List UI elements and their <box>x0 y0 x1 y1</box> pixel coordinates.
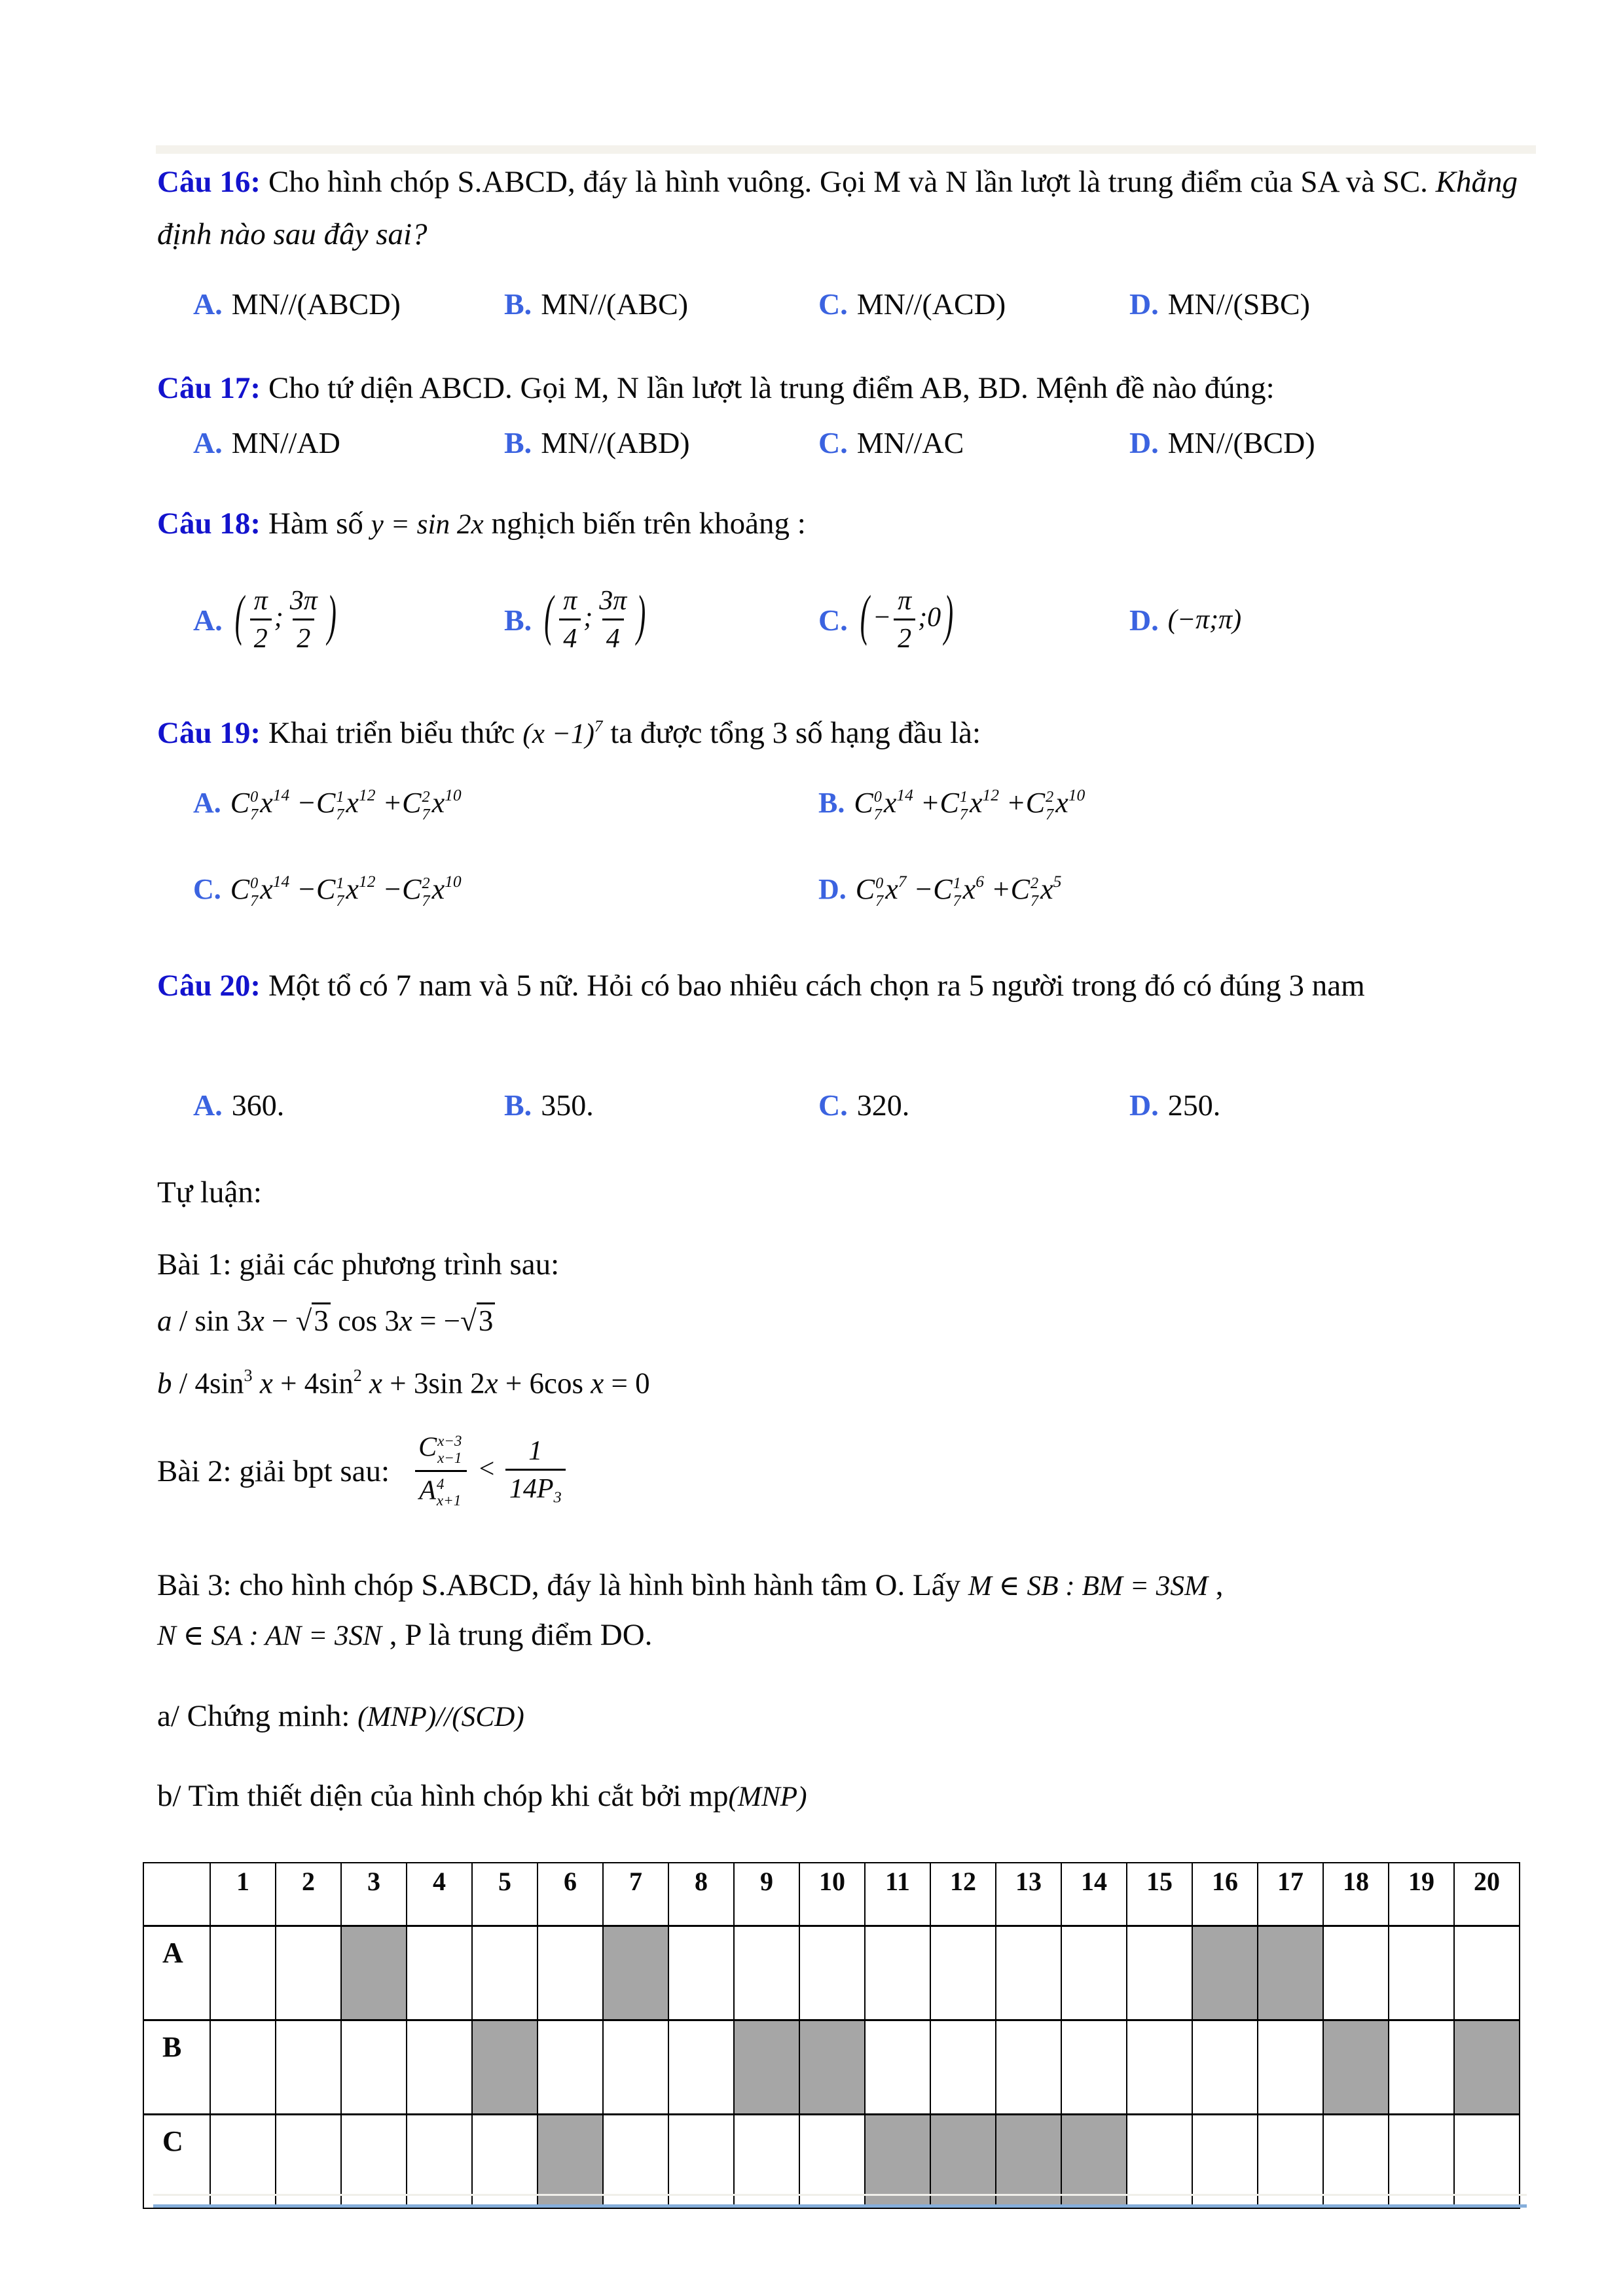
option-text: MN//(ACD) <box>856 287 1006 321</box>
answer-cell-A-10 <box>799 1926 865 2020</box>
option-letter: A. <box>193 786 221 819</box>
option-letter: A. <box>193 426 223 459</box>
question-19-stem: Khai triển biểu thức $(x -1)^7$ ta được tổng 3 số hạng đầu là: <box>268 715 981 750</box>
answer-cell-A-4 <box>407 1926 472 2020</box>
answer-cell-B-3 <box>341 2020 407 2115</box>
option-letter: C. <box>818 603 848 637</box>
option-text: MN//(BCD) <box>1167 426 1315 459</box>
option-17-c <box>818 425 964 460</box>
answer-col-header-8: 8 <box>668 1863 734 1926</box>
answer-cell-A-19 <box>1389 1926 1454 2020</box>
answer-col-header-7: 7 <box>603 1863 668 1926</box>
question-20-options <box>157 1088 1545 1130</box>
option-math: (−π;π) <box>1167 605 1242 635</box>
answer-cell-B-15 <box>1127 2020 1192 2115</box>
option-19-a <box>193 785 462 823</box>
question-17-options <box>157 425 1545 467</box>
option-letter: B. <box>818 786 845 819</box>
option-letter: C. <box>818 287 848 321</box>
answer-table <box>143 1862 1520 2209</box>
option-letter: B. <box>504 1088 532 1122</box>
essay-bai2 <box>157 1417 1519 1525</box>
answer-cell-A-16 <box>1192 1926 1258 2020</box>
answer-cell-B-17 <box>1258 2020 1323 2115</box>
blue-divider-line <box>153 2204 1527 2208</box>
answer-cell-A-18 <box>1323 1926 1389 2020</box>
answer-cell-B-16 <box>1192 2020 1258 2115</box>
answer-cell-A-12 <box>930 1926 996 2020</box>
answer-col-header-16: 16 <box>1192 1863 1258 1926</box>
answer-cell-A-15 <box>1127 1926 1192 2020</box>
answer-cell-B-19 <box>1389 2020 1454 2115</box>
answer-col-header-15: 15 <box>1127 1863 1192 1926</box>
option-letter: D. <box>1129 603 1159 637</box>
option-letter: B. <box>504 603 532 637</box>
option-19-d <box>818 872 1061 910</box>
answer-row-A <box>143 1926 1520 2020</box>
option-letter: D. <box>1129 1088 1159 1122</box>
option-letter: A. <box>193 287 223 321</box>
option-19-c <box>193 872 462 910</box>
answer-cell-A-20 <box>1454 1926 1520 2020</box>
answer-col-header-1: 1 <box>210 1863 276 1926</box>
answer-cell-B-1 <box>210 2020 276 2115</box>
question-20 <box>157 960 1519 1012</box>
question-18 <box>157 497 1519 550</box>
answer-cell-B-6 <box>538 2020 603 2115</box>
essay-part-a: a/ Chứng minh: (MNP)//(SCD) <box>157 1699 524 1733</box>
answer-cell-A-11 <box>865 1926 930 2020</box>
question-20-stem: Một tổ có 7 nam và 5 nữ. Hỏi có bao nhiêu cách chọn ra 5 người trong đó có đúng 3 nam <box>268 969 1365 1003</box>
essay-bai3-line2: N ∈ SA : AN = 3SN , P là trung điểm DO. <box>157 1618 653 1652</box>
option-letter: B. <box>504 426 532 459</box>
answer-cell-B-10 <box>799 2020 865 2115</box>
faint-divider-line <box>153 2194 1527 2196</box>
option-letter: D. <box>818 872 847 905</box>
answer-cell-A-8 <box>668 1926 734 2020</box>
option-letter: C. <box>818 426 848 459</box>
question-19-options-row-2 <box>157 872 1545 914</box>
option-math: C 0 7 $x^{14} +C$ 1 7 $x^{12} +C$ 2 7 $x^{10}$ <box>854 785 1085 823</box>
option-text: 360. <box>231 1088 285 1122</box>
answer-row-B <box>143 2020 1520 2115</box>
essay-eq-a: a / sin 3x − √3 cos 3x = −√3 <box>157 1301 1519 1340</box>
answer-row-label-C: C <box>143 2115 210 2209</box>
question-18-options <box>157 564 1545 675</box>
answer-cell-B-5 <box>472 2020 538 2115</box>
answer-cell-B-20 <box>1454 2020 1520 2115</box>
option-text: MN//(ABCD) <box>231 287 401 321</box>
question-20-label: Câu 20: <box>157 969 261 1003</box>
answer-cell-A-6 <box>538 1926 603 2020</box>
scan-highlight-band <box>156 145 1536 154</box>
question-17-stem: Cho tứ diện ABCD. Gọi M, N lần lượt là trung điểm AB, BD. Mệnh đề nào đúng: <box>268 371 1275 405</box>
option-letter: B. <box>504 287 532 321</box>
option-text: 320. <box>856 1088 910 1122</box>
option-18-a <box>193 564 340 675</box>
option-letter: D. <box>1129 426 1159 459</box>
answer-col-header-13: 13 <box>996 1863 1061 1926</box>
option-17-d <box>1129 425 1315 460</box>
answer-col-header-4: 4 <box>407 1863 472 1926</box>
option-19-b <box>818 785 1085 823</box>
question-19-options-row-1 <box>157 785 1545 827</box>
answer-col-header-9: 9 <box>734 1863 799 1926</box>
question-18-stem: Hàm số y = sin 2x nghịch biến trên khoảng : <box>268 507 806 541</box>
option-text: MN//(ABC) <box>541 287 689 321</box>
question-17 <box>157 362 1519 414</box>
answer-cell-A-14 <box>1061 1926 1127 2020</box>
answer-col-header-17: 17 <box>1258 1863 1323 1926</box>
answer-row-label-B: B <box>143 2020 210 2115</box>
essay-bai2-label: Bài 2: giải bpt sau: <box>157 1454 390 1488</box>
option-text: MN//AD <box>231 426 340 459</box>
question-16-stem: Cho hình chóp S.ABCD, đáy là hình vuông. Gọi M và N lần lượt là trung điểm của SA và SC. Khẳng định nào sau đây sai? <box>157 165 1518 251</box>
option-text: 350. <box>541 1088 594 1122</box>
question-19-label: Câu 19: <box>157 715 261 750</box>
option-20-d <box>1129 1088 1220 1122</box>
option-16-c <box>818 287 1006 321</box>
answer-col-header-10: 10 <box>799 1863 865 1926</box>
option-20-b <box>504 1088 594 1122</box>
essay-eq-b: b / $4\sin^3$ $x + 4\sin^2$ x + 3sin 2x + 6cos x = 0 <box>157 1366 650 1400</box>
answer-col-header-5: 5 <box>472 1863 538 1926</box>
answer-col-header-18: 18 <box>1323 1863 1389 1926</box>
option-letter: C. <box>193 872 221 905</box>
option-math: C 0 7 $x^{14} -C$ 1 7 $x^{12} -C$ 2 7 $x^{10}$ <box>230 872 462 910</box>
answer-col-header-12: 12 <box>930 1863 996 1926</box>
option-math: ( $\frac{\pi}{2}$ ; $\frac{3\pi}{2}$ ) <box>234 585 337 654</box>
answer-col-header-19: 19 <box>1389 1863 1454 1926</box>
answer-cell-B-9 <box>734 2020 799 2115</box>
answer-cell-B-2 <box>276 2020 341 2115</box>
answer-col-header-11: 11 <box>865 1863 930 1926</box>
option-17-a <box>193 425 340 460</box>
answer-cell-A-13 <box>996 1926 1061 2020</box>
answer-row-label-A: A <box>143 1926 210 2020</box>
option-letter: A. <box>193 603 223 637</box>
answer-cell-B-11 <box>865 2020 930 2115</box>
option-math: C 0 7 $x^{14} -C$ 1 7 $x^{12} +C$ 2 7 $x^{10}$ <box>230 785 462 823</box>
answer-col-header-6: 6 <box>538 1863 603 1926</box>
essay-bai3-line1: Bài 3: cho hình chóp S.ABCD, đáy là hình bình hành tâm O. Lấy M ∈ SB : BM = 3SM , <box>157 1568 1224 1602</box>
answer-cell-B-14 <box>1061 2020 1127 2115</box>
option-text: 250. <box>1167 1088 1221 1122</box>
answer-col-header-2: 2 <box>276 1863 341 1926</box>
option-16-d <box>1129 287 1310 321</box>
answer-cell-A-3 <box>341 1926 407 2020</box>
option-math: ( − $\frac{\pi}{2}$ ;0 ) <box>860 585 954 654</box>
option-20-c <box>818 1088 909 1122</box>
question-19 <box>157 700 1519 760</box>
answer-table-header-row <box>143 1863 1520 1926</box>
answer-cell-A-5 <box>472 1926 538 2020</box>
answer-cell-B-12 <box>930 2020 996 2115</box>
option-letter: D. <box>1129 287 1159 321</box>
essay-bai1-label: Bài 1: giải các phương trình sau: <box>157 1247 560 1282</box>
option-math: ( $\frac{\pi}{4}$ ; $\frac{3\pi}{4}$ ) <box>544 585 646 654</box>
answer-cell-B-18 <box>1323 2020 1389 2115</box>
answer-col-header-3: 3 <box>341 1863 407 1926</box>
option-letter: C. <box>818 1088 848 1122</box>
option-text: MN//(SBC) <box>1167 287 1310 321</box>
answer-col-header-14: 14 <box>1061 1863 1127 1926</box>
question-17-label: Câu 17: <box>157 371 261 405</box>
option-letter: A. <box>193 1088 223 1122</box>
option-18-b <box>504 564 649 675</box>
essay-heading: Tự luận: <box>157 1175 262 1210</box>
essay-bai2-formula: C x−3 x−1 A 4 x+1 < $\frac{1}{14P_3}$ <box>412 1433 568 1509</box>
answer-cell-A-1 <box>210 1926 276 2020</box>
option-text: MN//AC <box>856 426 964 459</box>
option-text: MN//(ABD) <box>541 426 690 459</box>
answer-cell-A-9 <box>734 1926 799 2020</box>
answer-cell-B-7 <box>603 2020 668 2115</box>
question-16-options <box>157 287 1545 329</box>
option-16-b <box>504 287 688 321</box>
option-16-a <box>193 287 401 321</box>
answer-cell-A-2 <box>276 1926 341 2020</box>
answer-cell-B-4 <box>407 2020 472 2115</box>
option-math: C 0 7 $x^7 -C$ 1 7 $x^6 +C$ 2 7 $x^5$ <box>855 872 1062 910</box>
answer-table-corner-cell <box>143 1863 210 1926</box>
answer-cell-A-7 <box>603 1926 668 2020</box>
question-18-label: Câu 18: <box>157 507 261 541</box>
question-16 <box>157 156 1519 260</box>
question-16-label: Câu 16: <box>157 165 261 199</box>
option-17-b <box>504 425 690 460</box>
option-20-a <box>193 1088 284 1122</box>
option-18-c <box>818 564 957 675</box>
answer-cell-B-8 <box>668 2020 734 2115</box>
answer-cell-B-13 <box>996 2020 1061 2115</box>
answer-col-header-20: 20 <box>1454 1863 1520 1926</box>
essay-part-b: b/ Tìm thiết diện của hình chóp khi cắt bởi mp(MNP) <box>157 1779 807 1813</box>
option-18-d <box>1129 564 1241 675</box>
answer-cell-A-17 <box>1258 1926 1323 2020</box>
